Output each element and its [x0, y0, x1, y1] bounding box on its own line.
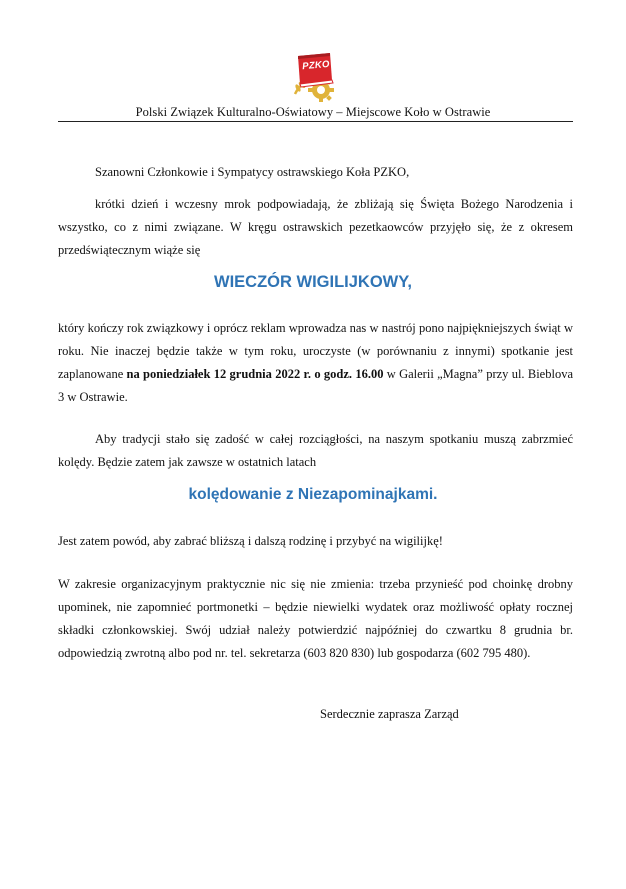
logo-text: PZKO: [301, 58, 331, 73]
pzko-logo-graphic: [289, 50, 339, 102]
event-date-time: na poniedziałek 12 grudnia 2022 r. o godz. 16.00: [126, 367, 384, 381]
heading-koledowanie: kolędowanie z Niezapominajkami.: [188, 486, 438, 503]
organization-name: Polski Związek Kulturalno-Oświatowy – Miejscowe Koło w Ostrawie: [135, 105, 491, 119]
greeting: Szanowni Członkowie i Sympatycy ostrawskiego Koła PZKO,: [95, 165, 410, 179]
paragraph-event-text-end: w Galerii „Magna” przy ul. Bieblova 3 w Ostrawie.: [58, 367, 573, 404]
paragraph-koledy: Aby tradycji stało się zadość w całej rozciągłości, na naszym spotkaniu muszą zabrzmieć kolędy. Będzie zatem jak zawsze w ostatnich latach: [58, 432, 573, 469]
header-divider: [58, 121, 573, 122]
pzko-logo: [289, 50, 339, 102]
heading-wieczor-wigilijkowy: WIECZÓR WIGILIJKOWY,: [214, 273, 412, 291]
signature: Serdecznie zaprasza Zarząd: [320, 707, 459, 721]
paragraph-organization: W zakresie organizacyjnym praktycznie nic się nie zmienia: trzeba przynieść pod choinkę drobny upominek, nie zapomnieć portmonetki – będzie niewielki wydatek oraz możliwość opłaty rocznej składki członkowskiej. Swój udział należy potwierdzić najpóźniej do czwartku 8 grudnia br. odpowiedzią zwrotną albo pod nr. tel. sekretarza (603 820 830) lub gospodarza (602 795 480).: [58, 577, 573, 660]
paragraph-event-text-start: który kończy rok związkowy i oprócz reklam wprowadza nas w nastrój pono najpiękniejszych świąt w roku. Nie inaczej będzie także w tym roku, uroczyste (w porównaniu z innymi) spotkanie jest zaplanowane: [58, 321, 573, 381]
paragraph-intro: krótki dzień i wczesny mrok podpowiadają, że zbliżają się Święta Bożego Narodzenia i wszystko, co z nimi związane. W kręgu ostrawskich pezetkaowców przyjęło się, że z okresem przedświątecznym wiąże się: [58, 197, 573, 257]
paragraph-event-details: [58, 317, 573, 409]
paragraph-invitation: Jest zatem powód, aby zabrać bliższą i dalszą rodzinę i przybyć na wigilijkę!: [58, 534, 443, 548]
